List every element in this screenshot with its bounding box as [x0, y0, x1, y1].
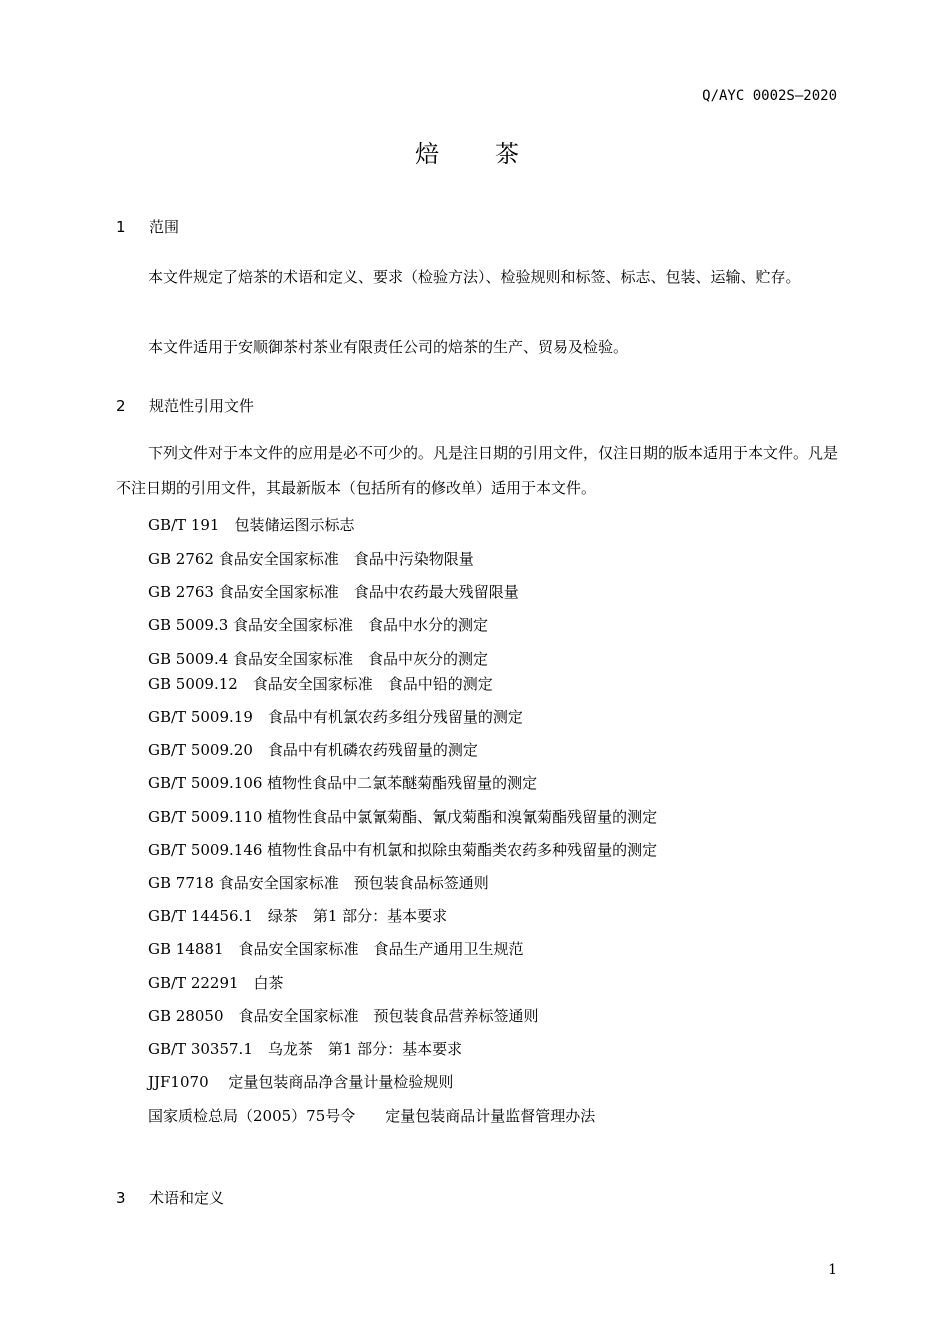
reference-item: GB/T 5009.19 食品中有机氯农药多组分残留量的测定: [148, 708, 523, 726]
section-number: 1: [116, 218, 126, 236]
reference-item: GB 7718 食品安全国家标准 预包装食品标签通则: [148, 874, 489, 892]
reference-item: GB 5009.3 食品安全国家标准 食品中水分的测定: [148, 616, 489, 634]
reference-item: GB/T 191 包装储运图示标志: [148, 516, 355, 534]
section-title: 规范性引用文件: [149, 397, 255, 415]
reference-item: GB/T 14456.1 绿茶 第1 部分：基本要求: [148, 907, 448, 925]
page-number: 1: [828, 1262, 837, 1278]
section-heading-terms-definitions: [116, 1187, 224, 1208]
paragraph: 下列文件对于本文件的应用是必不可少的。凡是注日期的引用文件，仅注日期的版本适用于本文件。凡是不注日期的引用文件，其最新版本（包括所有的修改单）适用于本文件。: [116, 444, 839, 497]
reference-item: GB/T 30357.1 乌龙茶 第1 部分：基本要求: [148, 1040, 463, 1058]
reference-item: GB 14881 食品安全国家标准 食品生产通用卫生规范: [148, 940, 524, 958]
reference-item: GB/T 22291 白茶: [148, 974, 284, 992]
section-number: 3: [116, 1189, 126, 1207]
reference-item: GB/T 5009.110 植物性食品中氯氰菊酯、氰戊菊酯和溴氰菊酯残留量的测定: [148, 808, 658, 826]
paragraph: 本文件适用于安顺御茶村茶业有限责任公司的焙茶的生产、贸易及检验。: [148, 338, 629, 356]
reference-item: GB/T 5009.20 食品中有机磷农药残留量的测定: [148, 741, 478, 759]
reference-item: 国家质检总局（2005）75号令 定量包装商品计量监督管理办法: [148, 1107, 596, 1125]
standard-code: Q/AYC 0002S—2020: [702, 88, 837, 104]
reference-item: GB/T 5009.146 植物性食品中有机氯和拟除虫菊酯类农药多种残留量的测定: [148, 841, 658, 859]
reference-item: GB 5009.4 食品安全国家标准 食品中灰分的测定: [148, 650, 489, 668]
section-number: 2: [116, 397, 126, 415]
document-title: 焙 茶: [415, 140, 535, 168]
section-title: 术语和定义: [149, 1189, 225, 1207]
reference-item: GB 2762 食品安全国家标准 食品中污染物限量: [148, 550, 474, 568]
section-heading-scope: [116, 216, 179, 237]
section-title: 范围: [149, 218, 180, 236]
section-heading-normative-references: [116, 395, 254, 416]
reference-item: JJF1070 定量包装商品净含量计量检验规则: [148, 1073, 454, 1091]
reference-item: GB/T 5009.106 植物性食品中二氯苯醚菊酯残留量的测定: [148, 774, 538, 792]
paragraph: 本文件规定了焙茶的术语和定义、要求（检验方法）、检验规则和标签、标志、包装、运输、贮存。: [148, 268, 801, 286]
reference-item: GB 28050 食品安全国家标准 预包装食品营养标签通则: [148, 1007, 539, 1025]
reference-item: GB 5009.12 食品安全国家标准 食品中铅的测定: [148, 675, 493, 693]
reference-item: GB 2763 食品安全国家标准 食品中农药最大残留限量: [148, 583, 519, 601]
